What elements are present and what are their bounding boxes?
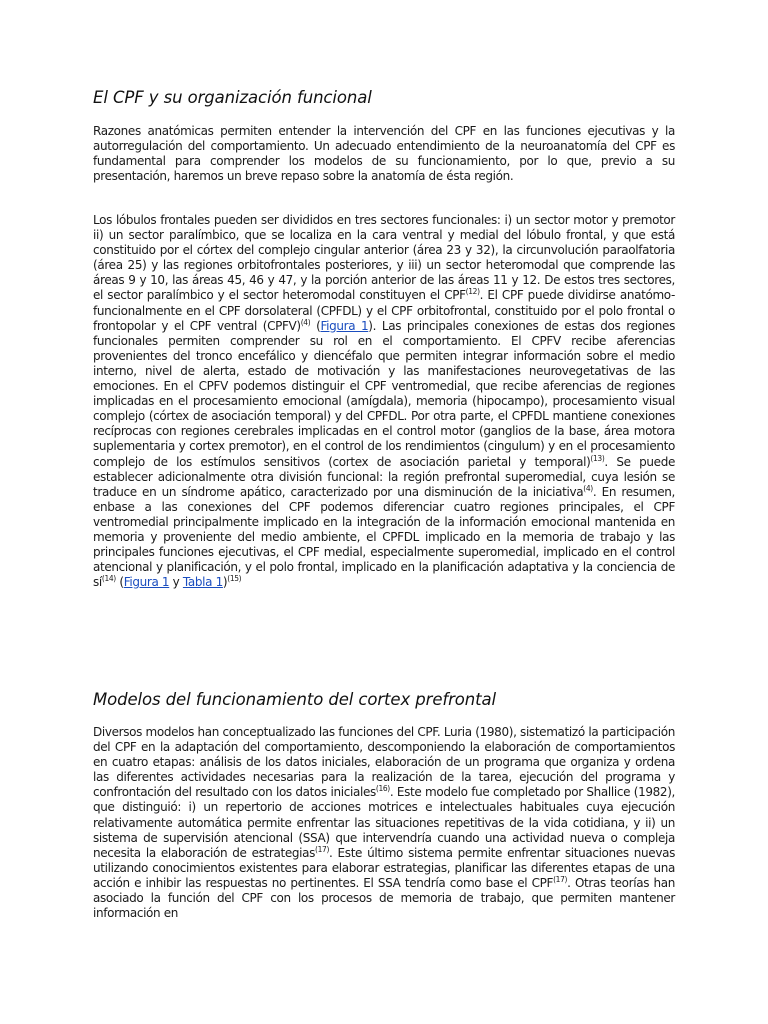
text-run: . Se puede establecer adicionalmente otra división funcional: la región prefrontal superomedial, cuya lesión se traduce en un síndrome apático, caracterizado por una disminución de la iniciativa <box>93 454 675 499</box>
text-run: Razones anatómicas permiten entender la intervención del CPF en las funciones ejecutivas y la autorregulación del comportamiento. Un adecuado entendimiento de la neuroanatomía del CPF es fundamental para comprender los modelos de su funcionamiento, por lo que, previo a su presentación, haremos un breve repaso sobre la anatomía de ésta región. <box>93 124 675 184</box>
text-run: ( <box>115 575 124 590</box>
text-run: y <box>169 575 183 590</box>
citation-superscript: (17) <box>553 874 568 884</box>
paragraph-modelos <box>93 725 675 921</box>
citation-superscript: (4) <box>300 317 311 327</box>
reference-link[interactable]: Figura 1 <box>123 575 170 590</box>
text-run: . El CPF puede dividirse anatómo-funcionalmente en el CPF dorsolateral (CPFDL) y el CPF orbitofrontal, constituido por el polo frontal o frontopolar y el CPF ventral (CPFV) <box>93 288 675 333</box>
citation-superscript: (16) <box>375 784 390 794</box>
citation-superscript: (17) <box>315 844 330 854</box>
text-run: . En resumen, enbase a las conexiones del CPF podemos diferenciar cuatro regiones principales, el CPF ventromedial principalmente implicado en la integración de la información emocional mantenida en memoria y proveniente del medio ambiente, el CPFDL implicado en la memoria de trabajo y las principales funciones ejecutivas, el CPF medial, especialmente superomedial, implicado en el control atencional y planificación, y el polo frontal, implicado en la planificación adaptativa y la conciencia de sí <box>93 484 675 590</box>
citation-superscript: (12) <box>465 287 480 297</box>
text-run: ( <box>310 318 321 333</box>
citation-superscript: (15) <box>227 574 242 584</box>
citation-superscript: (13) <box>590 453 605 463</box>
citation-superscript: (4) <box>583 483 593 493</box>
text-run: Diversos modelos han conceptualizado las funciones del CPF. Luria (1980), sistematizó la participación del CPF en la adaptación del comportamiento, descomponiendo la elaboración de comportamientos en cuatro etapas: análisis de los datos iniciales, elaboración de un programa que organiza y ordena las diferentes actividades necesarias para la realización de la tarea, ejecución del programa y confrontación del resultado con los datos iniciales <box>93 725 675 800</box>
text-run: ) <box>222 575 228 590</box>
text-run: . Otras teorías han asociado la función del CPF con los procesos de memoria de trabajo, que permiten mantener información en <box>93 875 675 921</box>
text-run: Los lóbulos frontales pueden ser divididos en tres sectores funcionales: i) un sector motor y premotor ii) un sector paralímbico, que se localiza en la cara ventral y medial del lóbulo frontal, y que está constituido por el córtex del complejo cingular anterior (área 23 y 32), la circunvolución paraolfatoria (área 25) y las regiones orbitofrontales posteriores, y iii) un sector heteromodal que comprende las áreas 9 y 10, las áreas 45, 46 y 47, y la porción anterior de las áreas 11 y 12. De estos tres sectores, el sector paralímbico y el sector heteromodal constituyen el CPF <box>93 213 675 303</box>
section-heading-cpf-organizacion: El CPF y su organización funcional <box>93 88 372 107</box>
text-run: . Este último sistema permite enfrentar situaciones nuevas utilizando conocimientos existentes para elaborar estrategias, planificar las diferentes etapas de una acción e inhibir las respuestas no pertinentes. El SSA tendría como base el CPF <box>93 845 675 890</box>
text-run: . Este modelo fue completado por Shallice (1982), que distinguió: i) un repertorio de acciones motrices e intelectuales habituales cuya ejecución relativamente automática permite enfrentar las situaciones repetitivas de la vida cotidiana, y ii) un sistema de supervisión atencional (SSA) que intervendría cuando una actividad nueva o compleja necesita la elaboración de estrategias <box>93 785 676 860</box>
paragraph-lobulos-frontales <box>93 213 675 590</box>
citation-superscript: (14) <box>101 574 116 584</box>
section-heading-modelos: Modelos del funcionamiento del cortex prefrontal <box>93 690 497 709</box>
paragraph-intro <box>93 124 675 184</box>
reference-link[interactable]: Tabla 1 <box>182 575 223 590</box>
text-run: ). Las principales conexiones de estas dos regiones funcionales permiten comprender su rol en el comportamiento. El CPFV recibe aferencias provenientes del tronco encefálico y diencéfalo que permiten integrar información sobre el medio interno, nivel de alerta, estado de motivación y las manifestaciones neurovegetativas de las emociones. En el CPFV podemos distinguir el CPF ventromedial, que recibe aferencias de regiones implicadas en el procesamiento emocional (amígdala), memoria (hipocampo), procesamiento visual complejo (córtex de asociación temporal) y del CPFDL. Por otra parte, el CPFDL mantiene conexiones recíprocas con regiones cerebrales implicadas en el control motor (ganglios de la base, área motora suplementaria y cortex premotor), en el control de los rendimientos (cingulum) y en el procesamiento complejo de los estímulos sensitivos (cortex de asociación parietal y temporal) <box>93 318 675 469</box>
reference-link[interactable]: Figura 1 <box>320 318 369 333</box>
